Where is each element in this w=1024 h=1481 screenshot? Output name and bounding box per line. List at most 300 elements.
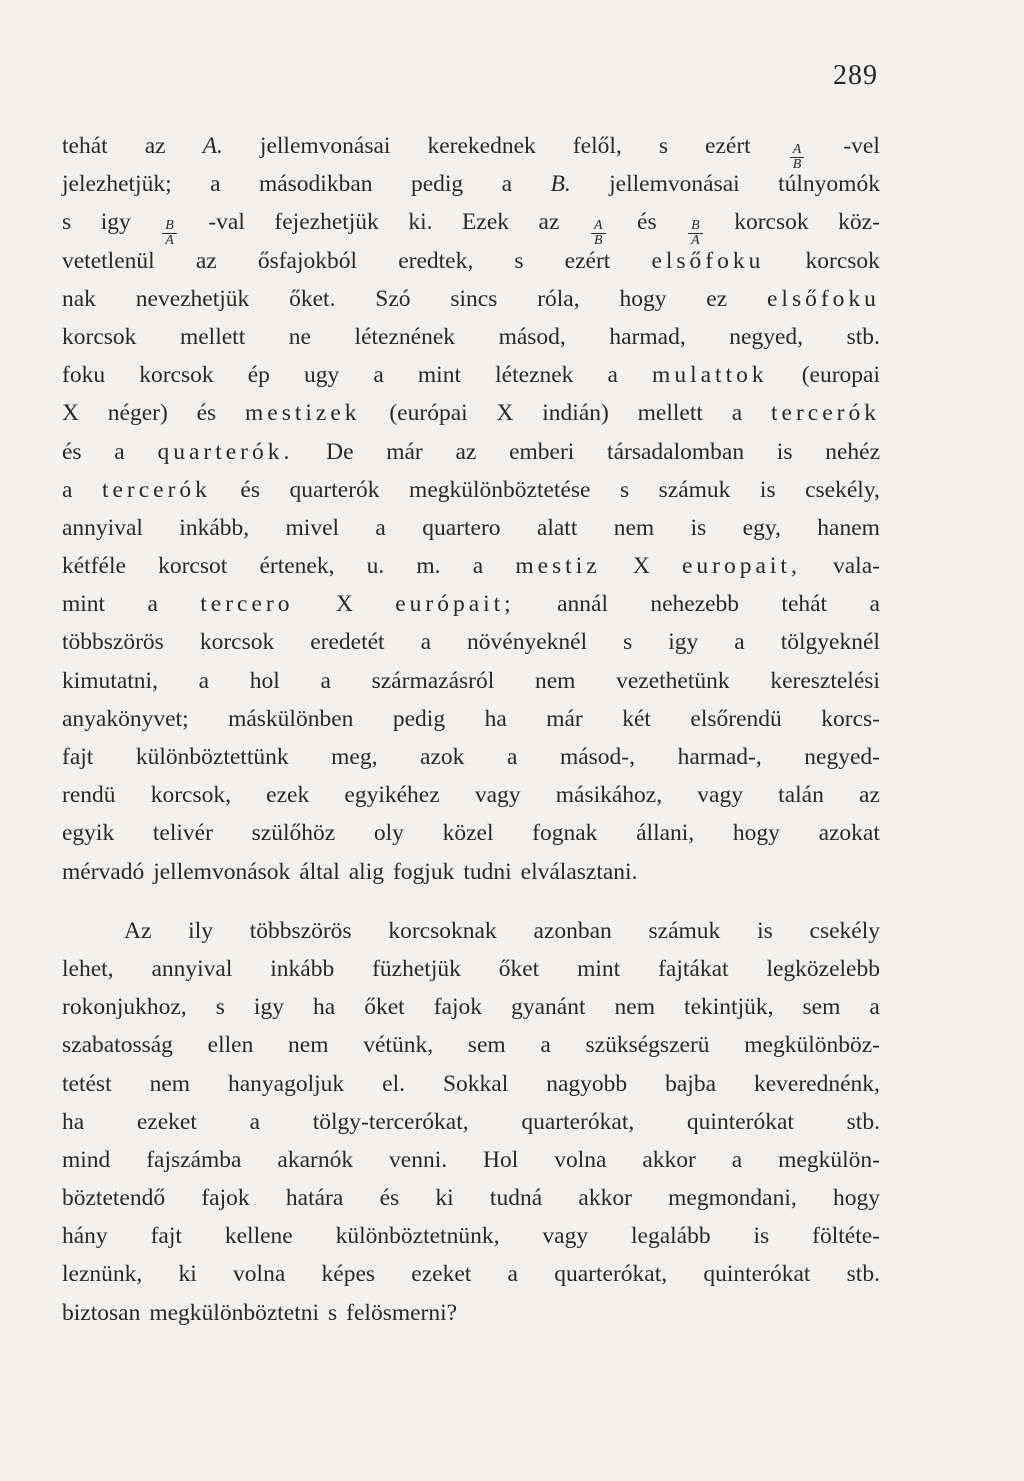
word: társadalomban — [607, 438, 745, 465]
word: két — [622, 705, 651, 732]
word: quarterókat, — [521, 1108, 635, 1135]
word: annyival — [62, 514, 143, 541]
word: nagyobb — [546, 1070, 628, 1097]
word: léteznének — [354, 323, 456, 350]
word: és — [637, 209, 657, 236]
word: nevezhetjük — [135, 285, 250, 312]
word: is — [690, 514, 707, 541]
word: növényeknél — [467, 629, 588, 656]
word: is — [757, 917, 773, 944]
word: quinterókat — [703, 1261, 811, 1288]
word: fajok — [201, 1185, 250, 1212]
word: nem — [614, 994, 655, 1021]
word: a — [375, 514, 386, 541]
word: vagy — [542, 1223, 589, 1250]
word: sem — [467, 1032, 506, 1059]
word: korcsok, — [150, 782, 231, 809]
word: fajt — [150, 1223, 182, 1250]
word: indián) — [542, 400, 609, 427]
word: B. — [550, 171, 571, 198]
word: leznünk, — [62, 1261, 143, 1288]
word: különböztetnünk, — [335, 1223, 500, 1250]
word: hol — [249, 667, 280, 694]
word: s — [328, 1299, 338, 1326]
word: számuk — [648, 917, 721, 944]
body-text — [62, 127, 880, 1332]
word: tehát — [62, 133, 108, 159]
word: tercero — [200, 591, 294, 618]
word: hogy — [619, 285, 667, 312]
word: jellemvonásai — [259, 133, 391, 159]
word: keverednénk, — [753, 1070, 880, 1097]
text-line — [62, 950, 880, 988]
word: emberi — [509, 438, 575, 465]
text-line — [62, 509, 880, 547]
word: annyival — [151, 955, 233, 982]
word: s — [623, 629, 633, 656]
text-line — [62, 394, 880, 432]
word: X — [632, 553, 650, 580]
word: az — [859, 782, 880, 809]
word: többszörös — [62, 629, 164, 656]
word: különböztettünk — [135, 744, 289, 770]
word: a — [540, 1032, 551, 1059]
word: hanyagoljuk — [228, 1070, 345, 1097]
word: által — [299, 858, 340, 885]
word: venni. — [389, 1146, 448, 1173]
word: megkülön- — [778, 1146, 880, 1173]
word: ki — [435, 1185, 454, 1212]
word: elsőfoku — [766, 285, 880, 312]
word: elválasztani. — [520, 858, 638, 885]
text-line — [62, 242, 880, 280]
word: egyikéhez — [344, 782, 440, 809]
text-line — [62, 356, 880, 394]
word: is — [776, 438, 793, 465]
word: De — [326, 438, 354, 465]
fraction: $\frac{A}{B}$ — [790, 143, 805, 172]
word: harmad, — [609, 323, 686, 350]
word: másod, — [498, 323, 566, 350]
word: többszörös — [249, 917, 352, 944]
text-line — [62, 1294, 880, 1332]
word: szabatosság — [62, 1032, 173, 1059]
word: és — [196, 400, 217, 427]
word: s — [62, 209, 72, 236]
word: Ezek — [462, 209, 509, 236]
word: quarterók. — [157, 438, 294, 465]
word: negyed- — [804, 744, 880, 770]
word: korcsok — [734, 209, 809, 236]
word: Szó — [375, 285, 411, 312]
fraction: $\frac{B}{A}$ — [688, 219, 703, 248]
word: tetést — [62, 1070, 112, 1097]
word: közel — [442, 820, 494, 847]
word: telivér — [152, 820, 213, 847]
word: keresztelési — [770, 667, 880, 694]
word: korcsoknak — [388, 917, 497, 944]
word: ki — [178, 1261, 197, 1288]
word: fajok — [433, 994, 483, 1021]
word: bajba — [665, 1070, 716, 1097]
word: igy — [100, 209, 131, 236]
word: korcs- — [821, 705, 880, 732]
word: csekély, — [805, 476, 880, 503]
word: vétünk, — [363, 1032, 434, 1059]
word: m. — [416, 553, 441, 580]
word: nehéz — [825, 438, 880, 465]
text-line — [62, 1026, 880, 1064]
word: mestizek — [245, 400, 361, 427]
text-line — [62, 127, 880, 172]
word: megkülönböztetése — [409, 476, 591, 503]
word: u. — [366, 553, 385, 580]
word: meg, — [331, 744, 378, 770]
word: nem — [149, 1070, 191, 1097]
word: néger) — [107, 400, 168, 427]
word: ezért — [564, 247, 611, 274]
word: europait, — [681, 553, 801, 580]
word: vagy — [474, 782, 521, 809]
word: az — [538, 209, 560, 236]
word: s — [215, 994, 225, 1021]
word: a — [472, 553, 484, 580]
text-line — [62, 1103, 880, 1141]
word: vezethetünk — [616, 667, 730, 694]
word: a — [506, 744, 518, 770]
word: őket. — [289, 285, 336, 312]
word: túlnyomók — [778, 171, 880, 198]
word: fejezhetjük — [274, 209, 379, 236]
word: alig — [348, 858, 384, 885]
word: korcsok — [199, 629, 275, 656]
text-line — [62, 203, 880, 249]
word: ezeket — [411, 1261, 472, 1288]
text-line — [62, 280, 880, 318]
word: -vel — [843, 133, 880, 159]
word: másod-, — [559, 744, 636, 770]
word: tölgy-tercerókat, — [312, 1108, 469, 1135]
word: másikához, — [555, 782, 663, 809]
word: a — [198, 667, 210, 694]
word: stb. — [846, 323, 880, 350]
word: ne — [288, 323, 311, 350]
word: rendü — [62, 782, 116, 809]
word: felől, — [572, 133, 622, 159]
word: Az — [124, 917, 152, 944]
word: származásról — [371, 667, 495, 694]
word: a — [114, 438, 125, 465]
word: s — [619, 476, 630, 503]
word: inkább — [270, 955, 335, 982]
text-line — [62, 1217, 880, 1255]
word: mestiz — [515, 553, 601, 580]
paragraph-gap — [62, 891, 880, 912]
word: ha — [313, 994, 336, 1021]
word: nak — [62, 285, 96, 312]
word: harmad-, — [677, 744, 762, 770]
word: ellen — [207, 1032, 254, 1059]
word: csekély — [809, 917, 880, 944]
word: volna — [554, 1146, 607, 1173]
word: európait; — [395, 591, 515, 618]
word: el. — [382, 1070, 405, 1097]
word: legalább — [631, 1223, 711, 1250]
fraction: $\frac{B}{A}$ — [162, 219, 177, 248]
word: gyanánt — [511, 994, 586, 1021]
word: korcsok — [805, 247, 880, 274]
word: őket — [498, 955, 540, 982]
word: értenek, — [259, 553, 335, 580]
word: mellett — [637, 400, 703, 427]
word: nem — [288, 1032, 329, 1059]
text-line — [62, 1179, 880, 1217]
word: az — [455, 438, 477, 465]
text-line — [62, 1255, 880, 1293]
word: is — [753, 1223, 770, 1250]
word: mind — [62, 1146, 111, 1173]
word: egy, — [742, 514, 781, 541]
word: ezek — [266, 782, 310, 809]
fraction: $\frac{A}{B}$ — [591, 219, 606, 248]
word: talán — [778, 782, 824, 809]
word: mint — [417, 362, 461, 389]
word: másodikban — [258, 171, 373, 198]
word: hogy — [832, 1185, 880, 1212]
word: mint — [577, 955, 621, 982]
word: quarterókat, — [554, 1261, 668, 1288]
word: állani, — [636, 820, 695, 847]
word: máskülönben — [228, 705, 354, 732]
word: elsőfoku — [651, 247, 765, 274]
text-line — [62, 623, 880, 661]
word: eredtek, — [398, 247, 474, 274]
word: őket — [364, 994, 405, 1021]
text-line — [62, 1141, 880, 1179]
word: stb. — [846, 1108, 880, 1135]
word: a — [607, 362, 618, 389]
word: ha — [62, 1108, 85, 1135]
word: (európai — [389, 400, 468, 427]
word: alatt — [536, 514, 578, 541]
word: (europai — [801, 362, 880, 389]
word: tudni — [463, 858, 512, 885]
word: kellene — [224, 1223, 293, 1250]
word: stb. — [846, 1261, 880, 1288]
word: igy — [253, 994, 284, 1021]
word: már — [546, 705, 583, 732]
word: a — [869, 591, 880, 618]
word: inkább, — [179, 514, 250, 541]
word: negyed, — [729, 323, 804, 350]
word: tekintjük, — [684, 994, 774, 1021]
word: ily — [188, 917, 213, 944]
word: a — [62, 476, 73, 503]
word: pedig — [392, 705, 446, 732]
word: mivel — [285, 514, 340, 541]
word: jellemvonásai — [609, 171, 740, 198]
word: sincs — [450, 285, 498, 312]
word: ki. — [408, 209, 433, 236]
word: mulattok — [652, 362, 768, 389]
word: azonban — [533, 917, 612, 944]
word: felösmerni? — [346, 1299, 458, 1326]
word: rokonjukhoz, — [62, 994, 187, 1021]
word: Sokkal — [442, 1070, 509, 1097]
text-line — [62, 1065, 880, 1103]
word: köz- — [838, 209, 880, 236]
word: ugy — [304, 362, 340, 389]
word: pedig — [410, 171, 464, 198]
word: azok — [420, 744, 465, 770]
text-line — [62, 988, 880, 1026]
word: biztosan — [62, 1299, 141, 1326]
word: nem — [613, 514, 655, 541]
word: jellemvonások — [153, 858, 291, 885]
word: róla, — [537, 285, 580, 312]
word: fogjuk — [392, 858, 455, 885]
text-line — [62, 814, 880, 852]
text-line — [62, 547, 880, 585]
text-line — [62, 165, 880, 203]
word: is — [759, 476, 776, 503]
text-line — [62, 700, 880, 738]
word: böztetendő — [62, 1185, 166, 1212]
word: föltéte- — [812, 1223, 880, 1250]
word: megkülönböztetni — [149, 1299, 320, 1326]
word: foku — [62, 362, 106, 389]
text-line — [62, 662, 880, 700]
word: hogy — [732, 820, 780, 847]
word: quartero — [422, 514, 501, 541]
word: akarnók — [277, 1146, 354, 1173]
word: s — [514, 247, 524, 274]
word: akkor — [642, 1146, 696, 1173]
word: eredetét — [310, 629, 385, 656]
word: a — [731, 400, 743, 427]
word: Hol — [483, 1146, 519, 1173]
text-line — [62, 912, 880, 950]
word: ez — [706, 285, 728, 312]
word: fognak — [532, 820, 598, 847]
word: sem — [802, 994, 841, 1021]
word: a — [373, 362, 384, 389]
word: oly — [373, 820, 404, 847]
word: mérvadó — [62, 858, 145, 885]
word: volna — [233, 1261, 286, 1288]
word: korcsok — [62, 323, 137, 350]
word: hány — [62, 1223, 108, 1250]
word: X — [62, 400, 79, 427]
word: quarterók — [289, 476, 380, 503]
word: vala- — [832, 553, 880, 580]
word: az — [144, 133, 166, 159]
word: a — [869, 994, 880, 1021]
word: szülőhöz — [251, 820, 336, 847]
word: fajszámba — [146, 1146, 242, 1173]
word: elsőrendü — [690, 705, 782, 732]
word: X — [335, 591, 353, 618]
text-line — [62, 738, 880, 776]
word: kerekednek — [427, 133, 536, 159]
word: szükségszerü — [585, 1032, 710, 1059]
word: A. — [202, 133, 223, 159]
word: a — [210, 171, 221, 198]
word: képes — [321, 1261, 376, 1288]
word: a — [147, 591, 158, 618]
word: ép — [247, 362, 270, 389]
word: X — [496, 400, 514, 427]
word: -val — [208, 209, 245, 236]
text-line — [62, 318, 880, 356]
word: mint — [62, 591, 106, 618]
word: léteznek — [495, 362, 574, 389]
word: füzhetjük — [372, 955, 461, 982]
word: vetetlenül — [62, 247, 155, 274]
word: tudná — [489, 1185, 543, 1212]
word: már — [386, 438, 423, 465]
word: igy — [668, 629, 699, 656]
word: tölgyeknél — [780, 629, 880, 656]
text-line — [62, 776, 880, 814]
word: és — [62, 438, 82, 465]
word: akkor — [578, 1185, 632, 1212]
word: fajtákat — [658, 955, 729, 982]
word: quinterókat — [686, 1108, 794, 1135]
word: tehát — [781, 591, 828, 618]
word: s — [658, 133, 668, 159]
word: ősfajokból — [257, 247, 358, 274]
word: legközelebb — [766, 955, 880, 982]
word: annál — [557, 591, 608, 618]
text-line — [62, 433, 880, 471]
text-line — [62, 853, 880, 891]
word: számuk — [658, 476, 731, 503]
word: vagy — [697, 782, 743, 809]
word: ezeket — [136, 1108, 197, 1135]
word: korcsot — [158, 553, 228, 580]
word: és — [240, 476, 260, 503]
word: kimutatni, — [62, 667, 158, 694]
word: és — [379, 1185, 400, 1212]
text-line — [62, 471, 880, 509]
word: ezért — [705, 133, 751, 159]
word: azokat — [818, 820, 880, 847]
word: a — [249, 1108, 261, 1135]
word: tercerók — [101, 476, 211, 503]
word: kétféle — [62, 553, 126, 580]
word: határa — [285, 1185, 344, 1212]
word: a — [507, 1261, 518, 1288]
word: nehezebb — [650, 591, 740, 618]
word: korcsok — [139, 362, 214, 389]
word: nem — [534, 667, 576, 694]
word: a — [320, 667, 331, 694]
word: egyik — [62, 820, 115, 847]
word: fajt — [62, 744, 94, 770]
word: ha — [484, 705, 507, 732]
word: a — [731, 1146, 743, 1173]
page-number: 289 — [833, 60, 878, 91]
word: megmondani, — [668, 1185, 797, 1212]
word: hanem — [817, 514, 880, 541]
word: tercerók — [770, 400, 880, 427]
word: megkülönböz- — [744, 1032, 880, 1059]
word: lehet, — [62, 955, 114, 982]
word: mellett — [179, 323, 246, 350]
word: anyakönyvet; — [62, 705, 189, 732]
word: a — [501, 171, 513, 198]
